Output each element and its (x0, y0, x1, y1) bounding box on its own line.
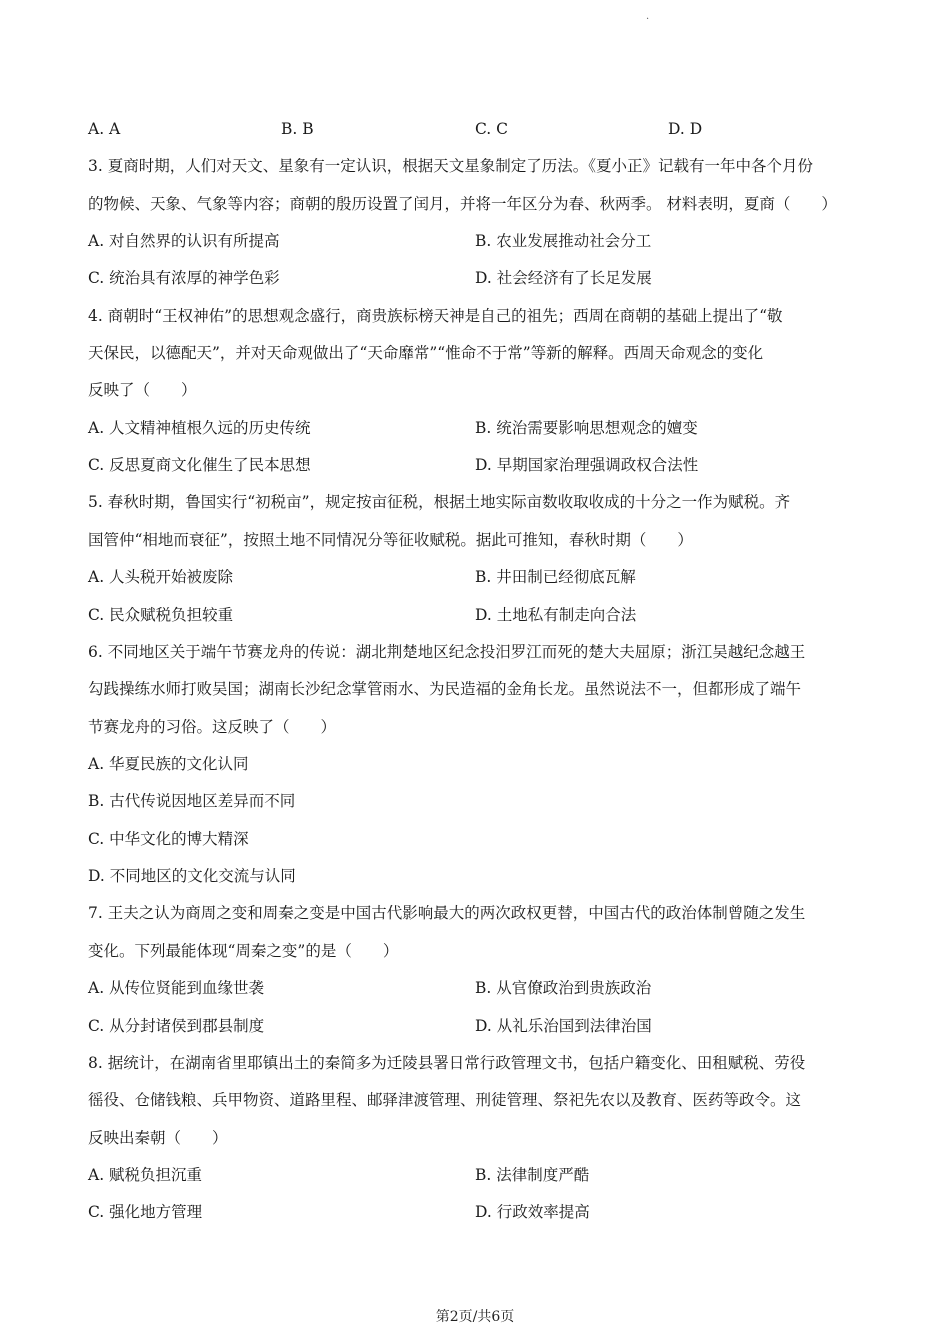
question-6-stem-line-2: 勾践操练水师打败吴国；湖南长沙纪念掌管雨水、为民造福的金角长龙。虽然说法不一，但都形成了端午 (88, 680, 802, 698)
question-4-stem-line-1: 4. 商朝时“王权神佑”的思想观念盛行，商贵族标榜天神是自己的祖先；西周在商朝的基础上提出了“敬 (88, 307, 783, 325)
question-6-option-a: A. 华夏民族的文化认同 (88, 755, 249, 773)
question-6-option-d: D. 不同地区的文化交流与认同 (88, 867, 296, 885)
question-4-option-b: B. 统治需要影响思想观念的嬗变 (475, 419, 698, 437)
question-4-option-c: C. 反思夏商文化催生了民本思想 (88, 456, 311, 474)
option-c: C. C (475, 120, 509, 138)
question-5-stem-line-1: 5. 春秋时期，鲁国实行“初税亩”，规定按亩征税，根据土地实际亩数收取收成的十分之一作为赋税。齐 (88, 493, 791, 511)
question-4-option-d: D. 早期国家治理强调政权合法性 (475, 456, 699, 474)
question-7-option-a: A. 从传位贤能到血缘世袭 (88, 979, 265, 997)
question-6-option-c: C. 中华文化的博大精深 (88, 830, 249, 848)
question-6-stem-line-1: 6. 不同地区关于端午节赛龙舟的传说：湖北荆楚地区纪念投汨罗江而死的楚大夫屈原；浙江吴越纪念越王 (88, 643, 806, 661)
option-a: A. A (88, 120, 121, 138)
question-8-stem-line-2: 徭役、仓储钱粮、兵甲物资、道路里程、邮驿津渡管理、刑徒管理、祭祀先农以及教育、医药等政令。这 (88, 1091, 802, 1109)
question-5-stem-line-2: 国管仲“相地而衰征”，按照土地不同情况分等征收赋税。据此可推知，春秋时期（ ） (88, 531, 693, 549)
question-3-option-d: D. 社会经济有了长足发展 (475, 269, 652, 287)
question-3-option-a: A. 对自然界的认识有所提高 (88, 232, 280, 250)
question-7-option-c: C. 从分封诸侯到郡县制度 (88, 1017, 265, 1035)
page-number-footer: 第2页/共6页 (435, 1309, 515, 1325)
question-7-option-d: D. 从礼乐治国到法律治国 (475, 1017, 652, 1035)
question-3-option-b: B. 农业发展推动社会分工 (475, 232, 652, 250)
question-4-stem-line-2: 天保民，以德配天”，并对天命观做出了“天命靡常”“惟命不于常”等新的解释。西周天命观念的变化 (88, 344, 764, 362)
question-5-option-d: D. 土地私有制走向合法 (475, 606, 637, 624)
header-mark: · (646, 14, 650, 25)
question-4-option-a: A. 人文精神植根久远的历史传统 (88, 419, 311, 437)
question-3-stem-line-1: 3. 夏商时期，人们对天文、星象有一定认识，根据天文星象制定了历法。《夏小正》记载有一年中各个月份 (88, 157, 813, 175)
question-5-option-c: C. 民众赋税负担较重 (88, 606, 234, 624)
question-8-option-b: B. 法律制度严酷 (475, 1166, 590, 1184)
question-7-stem-line-1: 7. 王夫之认为商周之变和周秦之变是中国古代影响最大的两次政权更替，中国古代的政治体制曾随之发生 (88, 904, 806, 922)
question-3-stem-line-2: 的物候、天象、气象等内容；商朝的殷历设置了闰月，并将一年区分为春、秋两季。 材料表明，夏商（ ） (88, 195, 837, 213)
option-d: D. D (668, 120, 703, 138)
question-8-stem-line-1: 8. 据统计，在湖南省里耶镇出土的秦简多为迁陵县署日常行政管理文书，包括户籍变化、田租赋税、劳役 (88, 1054, 806, 1072)
question-6-stem-line-3: 节赛龙舟的习俗。这反映了（ ） (88, 718, 337, 736)
question-3-option-c: C. 统治具有浓厚的神学色彩 (88, 269, 280, 287)
question-7-stem-line-2: 变化。下列最能体现“周秦之变”的是（ ） (88, 942, 399, 960)
question-5-option-a: A. 人头税开始被废除 (88, 568, 234, 586)
question-4-stem-line-3: 反映了（ ） (88, 381, 197, 399)
question-5-option-b: B. 井田制已经彻底瓦解 (475, 568, 636, 586)
option-b: B. B (281, 120, 314, 138)
question-8-option-c: C. 强化地方管理 (88, 1203, 203, 1221)
question-8-stem-line-3: 反映出秦朝（ ） (88, 1129, 228, 1147)
question-7-option-b: B. 从官僚政治到贵族政治 (475, 979, 652, 997)
question-8-option-a: A. 赋税负担沉重 (88, 1166, 203, 1184)
question-6-option-b: B. 古代传说因地区差异而不同 (88, 792, 296, 810)
question-8-option-d: D. 行政效率提高 (475, 1203, 590, 1221)
